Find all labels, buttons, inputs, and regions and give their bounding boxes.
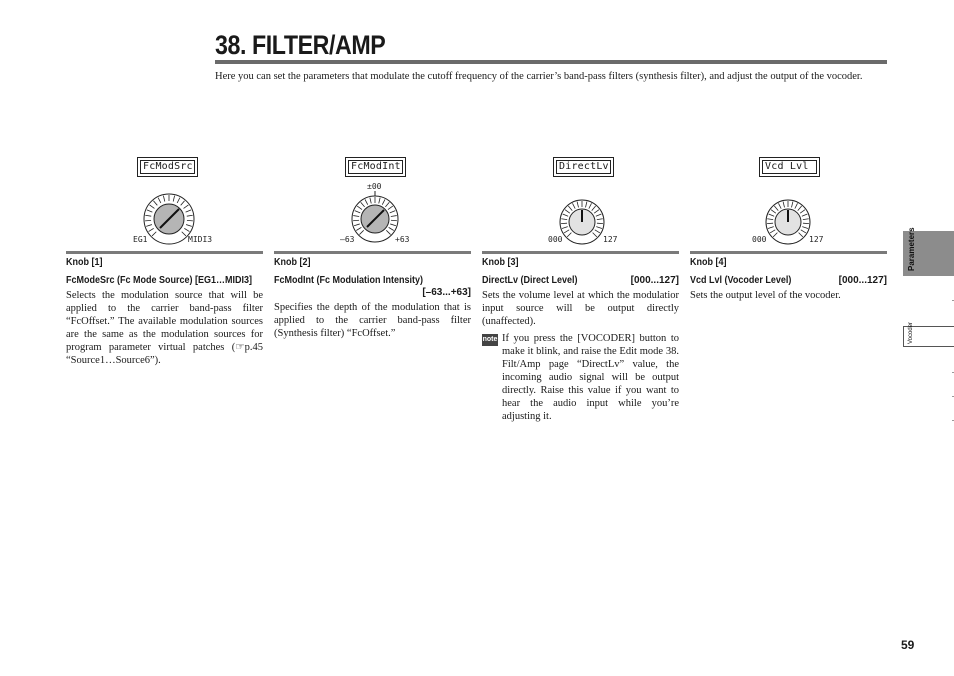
knob-min-label: EG1 <box>133 235 148 244</box>
section-rule <box>482 251 679 254</box>
knob-max-label: +63 <box>395 235 410 244</box>
knob-min-label: –63 <box>340 235 355 244</box>
param-name: FcModInt (Fc Modulation Intensity) <box>274 275 423 286</box>
param-description: Specifies the depth of the modulation that is applied to the carrier band-pass filter (Synthesis filter) “FcOffset.” <box>274 302 471 339</box>
knob-label: Knob [4] <box>690 257 727 268</box>
note-icon: note <box>482 334 498 346</box>
section-tab-vocoder: Vocoder <box>903 326 954 347</box>
knob-center-label: ±00 <box>367 182 382 191</box>
title-rule <box>215 60 887 64</box>
knob-label: Knob [3] <box>482 257 519 268</box>
knob-max-label: 127 <box>603 235 618 244</box>
knob-min-label: 000 <box>548 235 563 244</box>
param-name: DirectLv (Direct Level) <box>482 275 578 286</box>
lcd-display: FcModSrc <box>137 157 198 177</box>
knob-label: Knob [1] <box>66 257 103 268</box>
param-heading <box>690 275 887 287</box>
lcd-display: FcModInt <box>345 157 406 177</box>
param-heading <box>482 275 679 287</box>
note-text: If you press the [VOCODER] button to make it blink, and raise the Edit mode 38. Filt/Amp page “DirectLv” value, the incoming audio signal will be output directly. Raise this value if you want to hear the audio input while you’re adjusting it. <box>502 333 679 422</box>
param-range: [000...127] <box>630 275 679 286</box>
param-heading <box>274 275 471 299</box>
knob-dial-icon <box>690 182 887 248</box>
param-name: FcModeSrc (Fc Mode Source) [EG1…MIDI3] <box>66 275 253 286</box>
knob-min-label: 000 <box>752 235 767 244</box>
section-rule <box>274 251 471 254</box>
lcd-display: DirectLv <box>553 157 614 177</box>
param-name: Vcd Lvl (Vocoder Level) <box>690 275 792 286</box>
section-tab-parameters: Parameters <box>903 231 954 276</box>
knob-max-label: 127 <box>809 235 824 244</box>
param-range: [000...127] <box>838 275 887 286</box>
knob-dial-icon <box>274 182 471 248</box>
param-description: Sets the volume level at which the modulatior input source will be output directly (unaffected). <box>482 290 679 327</box>
param-description: Sets the output level of the vocoder. <box>690 290 841 301</box>
lcd-display: Vcd Lvl <box>759 157 820 177</box>
knob-label: Knob [2] <box>274 257 311 268</box>
knob-dial-icon <box>482 182 679 248</box>
page-number: 59 <box>901 638 915 652</box>
knob-max-label: MIDI3 <box>188 235 213 244</box>
param-range: [–63...+63] <box>422 287 471 298</box>
section-rule <box>690 251 887 254</box>
param-description: Selects the modulation source that will be applied to the carrier band-pass filter “FcOffset.” The available modulation sources are the same as the modulation sources for program parameter virtual patches (☞p.45 “Source1…Source6”). <box>66 290 263 366</box>
intro-paragraph: Here you can set the parameters that modulate the cutoff frequency of the carrier’s band-pass filters (synthesis filter), and adjust the output of the vocoder. <box>215 71 863 82</box>
section-rule <box>66 251 263 254</box>
param-heading <box>66 275 263 287</box>
knob-dial-icon <box>66 182 263 248</box>
page-title: 38. FILTER/AMP <box>215 30 386 60</box>
